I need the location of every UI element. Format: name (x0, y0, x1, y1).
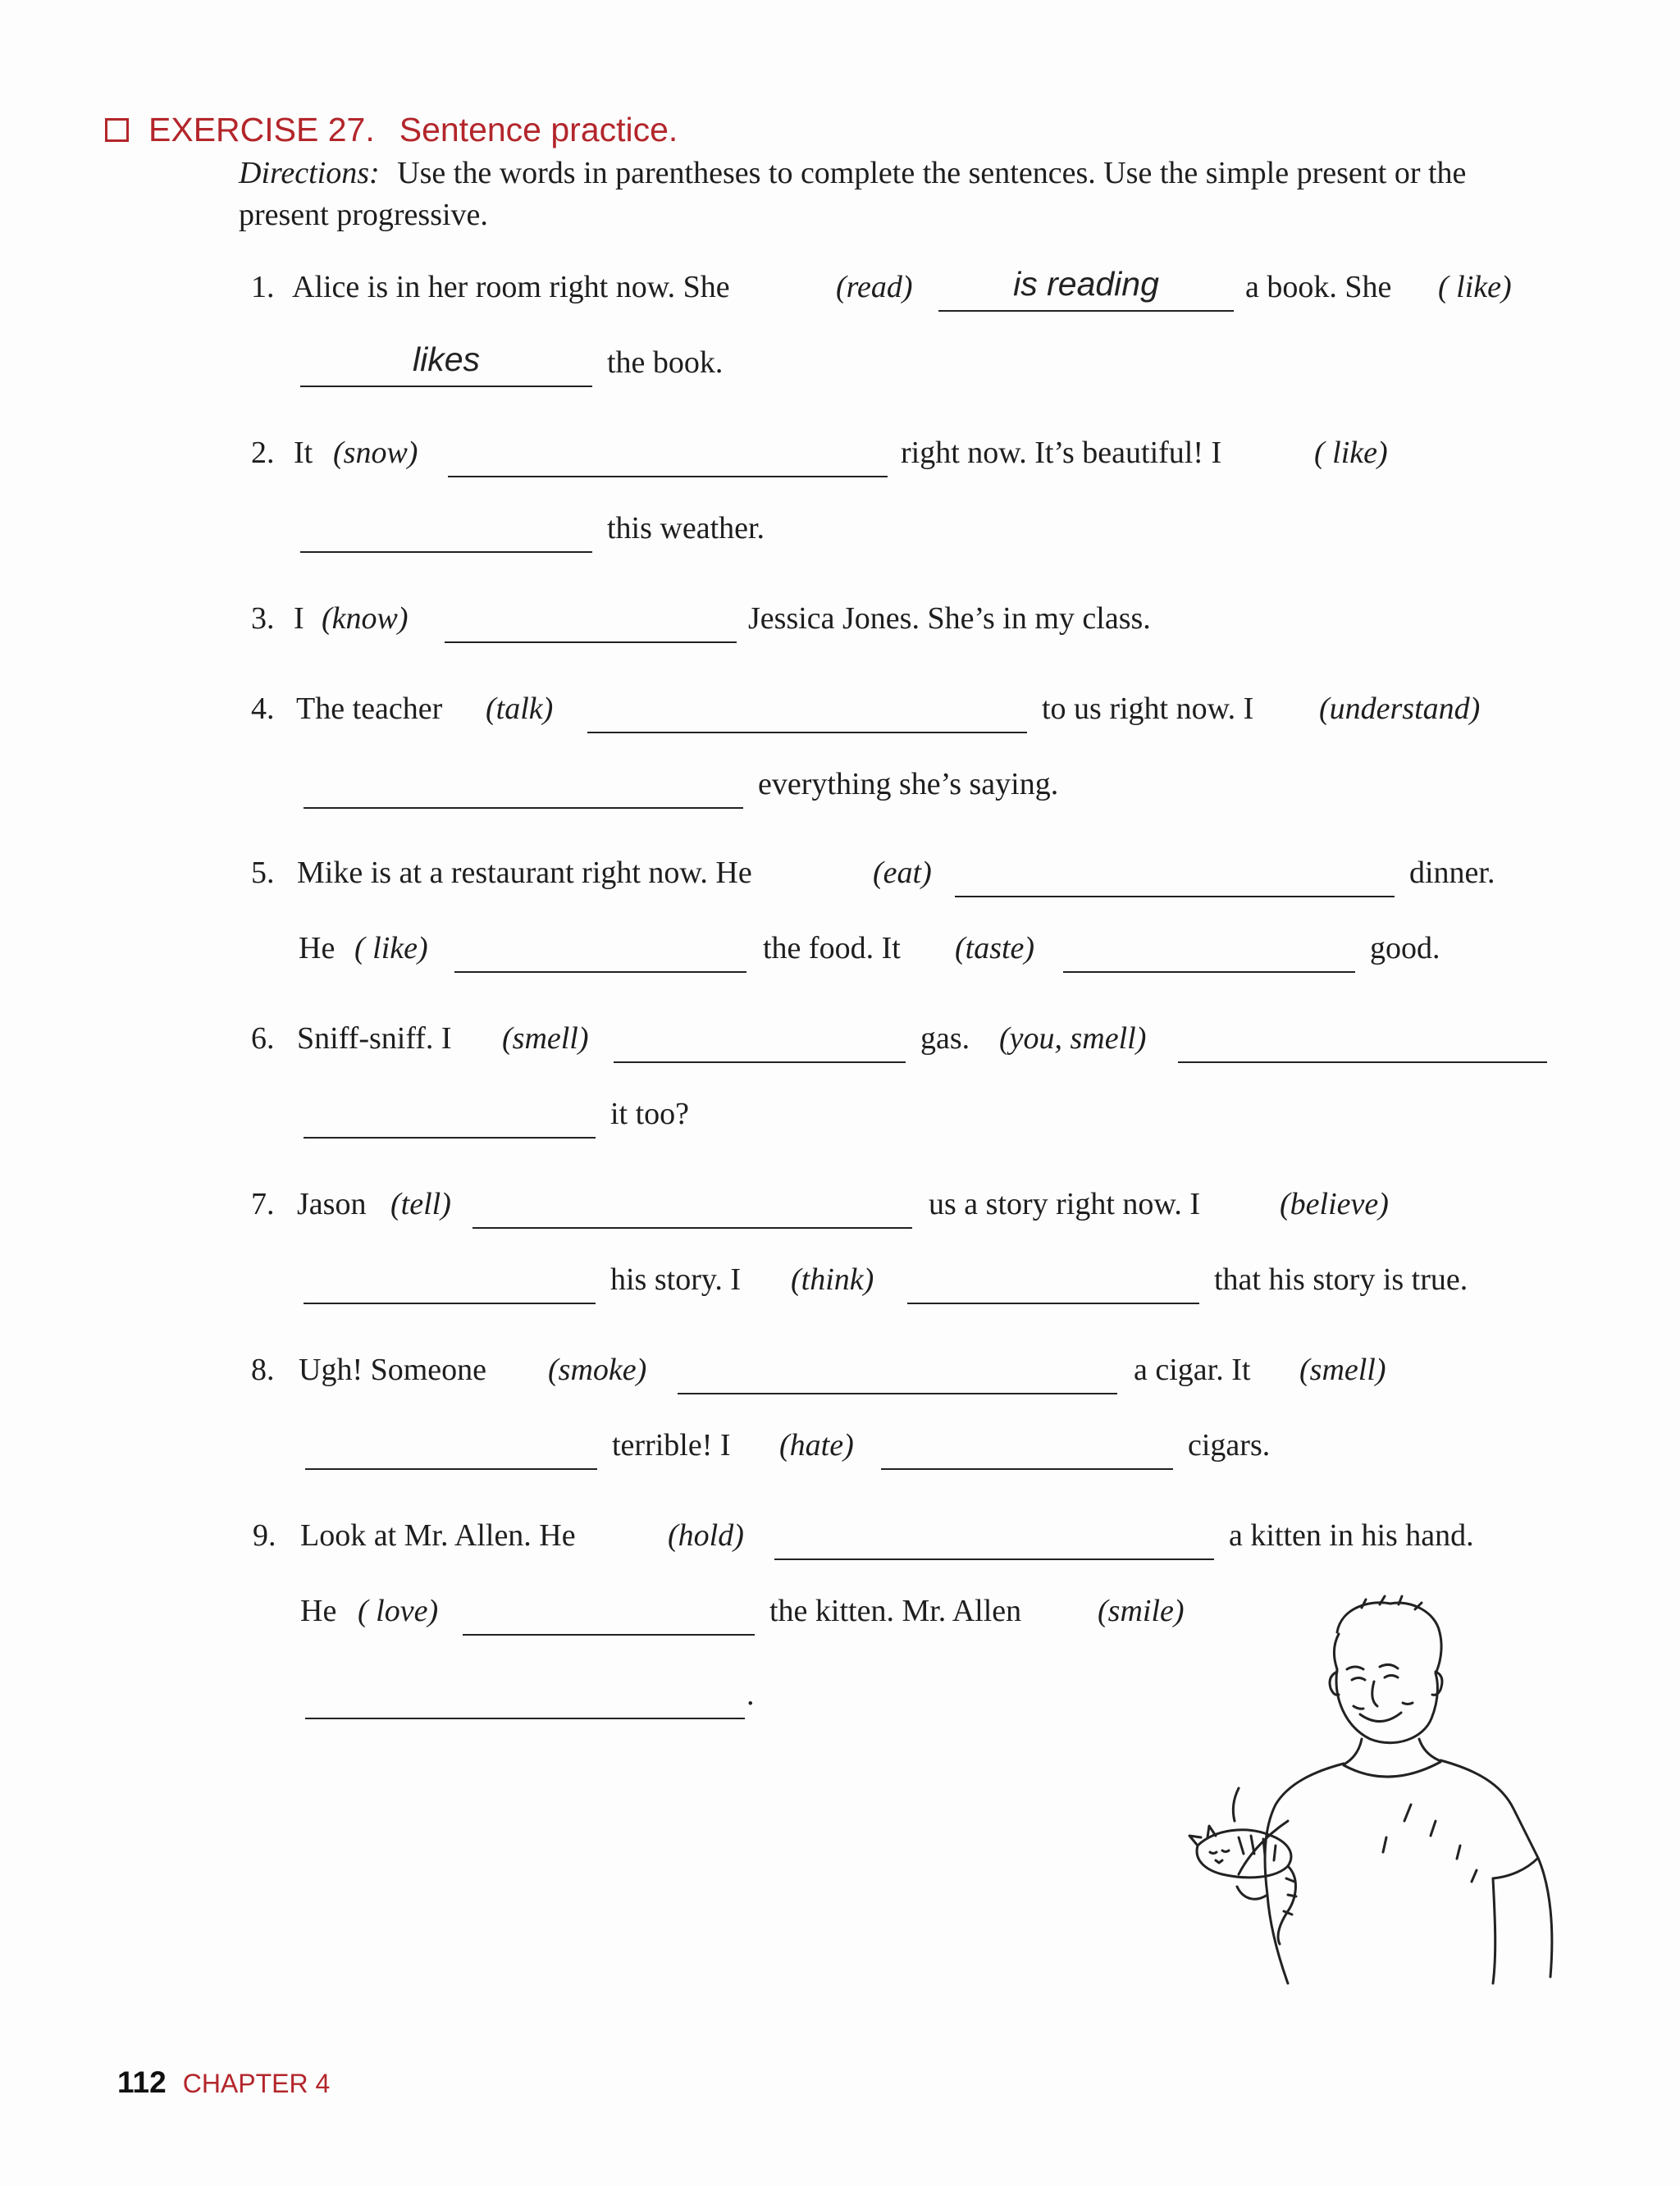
answer-blank[interactable]: is reading (938, 262, 1234, 312)
answer-blank[interactable] (587, 684, 1027, 733)
verb-hint: (think) (791, 1262, 874, 1297)
sentence-text: a cigar. It (1134, 1353, 1251, 1387)
verb-hint: (read) (836, 270, 913, 304)
sentence-text: terrible! I (612, 1428, 731, 1463)
sentence-text: Sniff-sniff. I (297, 1021, 452, 1056)
item-3-line-1 (251, 594, 1531, 643)
sentence-text: Jason (297, 1187, 367, 1221)
item-1-line-2 (300, 338, 792, 387)
sentence-text: dinner. (1409, 856, 1495, 890)
verb-hint: (eat) (873, 856, 932, 890)
answer-blank[interactable] (304, 760, 743, 809)
verb-hint: (you, smell) (999, 1021, 1147, 1056)
item-number: 2. (251, 436, 275, 470)
sentence-text: a book. She (1245, 270, 1392, 304)
sentence-text: He (299, 931, 336, 965)
sentence-text: this weather. (607, 511, 765, 545)
verb-hint: (understand) (1319, 691, 1481, 726)
sentence-text: Jessica Jones. She’s in my class. (748, 601, 1151, 636)
verb-hint: (know) (322, 601, 409, 636)
sentence-text: The teacher (296, 691, 443, 726)
item-2-line-1 (251, 428, 1531, 477)
item-8-line-2 (305, 1421, 1372, 1470)
page-footer (117, 2065, 330, 2115)
answer-blank[interactable] (955, 848, 1395, 897)
sentence-text: cigars. (1188, 1428, 1271, 1463)
item-number: 9. (253, 1518, 276, 1553)
item-6-line-2 (304, 1089, 878, 1139)
page-number: 112 (117, 2065, 167, 2099)
answer-blank[interactable] (300, 504, 592, 553)
answer-blank[interactable] (1178, 1014, 1547, 1063)
directions (239, 153, 1543, 236)
man-holding-kitten-icon (1165, 1575, 1575, 1985)
answer-blank[interactable] (463, 1586, 755, 1636)
item-number: 1. (251, 270, 275, 304)
sentence-text: I (294, 601, 304, 636)
sentence-text: that his story is true. (1214, 1262, 1468, 1297)
item-9-line-3 (305, 1670, 797, 1719)
item-number: 7. (251, 1187, 275, 1221)
exercise-number: EXERCISE 27. (148, 110, 375, 148)
verb-hint: (tell) (390, 1187, 451, 1221)
item-6-line-1 (251, 1014, 1547, 1063)
verb-hint: ( like) (1314, 436, 1388, 470)
item-7-line-1 (251, 1180, 1531, 1229)
sentence-text: to us right now. I (1042, 691, 1254, 726)
exercise-title: Sentence practice. (399, 110, 678, 148)
answer-blank[interactable] (445, 594, 737, 643)
verb-hint: ( like) (354, 931, 428, 965)
verb-hint: (taste) (955, 931, 1035, 965)
item-1-line-1 (251, 262, 1531, 312)
verb-hint: (smoke) (548, 1353, 647, 1387)
sentence-text: the food. It (763, 931, 901, 965)
verb-hint: (smile) (1098, 1594, 1185, 1628)
sentence-text: Ugh! Someone (299, 1353, 487, 1387)
answer-blank[interactable] (774, 1511, 1214, 1560)
verb-hint: (hate) (779, 1428, 854, 1463)
answer-blank[interactable] (907, 1255, 1199, 1304)
item-number: 8. (251, 1353, 275, 1387)
answer-blank[interactable] (472, 1180, 912, 1229)
answer-blank[interactable] (614, 1014, 906, 1063)
sentence-text: a kitten in his hand. (1229, 1518, 1474, 1553)
answer-blank[interactable] (305, 1670, 745, 1719)
sentence-text: it too? (610, 1097, 690, 1131)
sentence-text: Mike is at a restaurant right now. He (297, 856, 752, 890)
sentence-text: Look at Mr. Allen. He (300, 1518, 576, 1553)
exercise-checkbox[interactable] (105, 118, 129, 142)
item-number: 5. (251, 856, 275, 890)
item-4-line-1 (251, 684, 1531, 733)
sentence-text: He (300, 1594, 337, 1628)
item-8-line-1 (251, 1345, 1531, 1394)
verb-hint: (smell) (1299, 1353, 1386, 1387)
verb-hint: (hold) (668, 1518, 744, 1553)
answer-blank[interactable] (305, 1421, 597, 1470)
answer-blank[interactable] (448, 428, 888, 477)
answer-blank[interactable] (304, 1089, 596, 1139)
exercise-header (105, 105, 678, 154)
item-number: 3. (251, 601, 275, 636)
item-number: 4. (251, 691, 275, 726)
verb-hint: (snow) (333, 436, 418, 470)
verb-hint: (believe) (1280, 1187, 1389, 1221)
answer-blank[interactable] (1063, 924, 1355, 973)
answer-blank[interactable] (678, 1345, 1117, 1394)
sentence-text: right now. It’s beautiful! I (901, 436, 1222, 470)
chapter-label: CHAPTER 4 (182, 2069, 331, 2098)
item-number: 6. (251, 1021, 275, 1056)
item-2-line-2 (300, 504, 874, 553)
sentence-text: his story. I (610, 1262, 742, 1297)
item-5-line-2 (299, 924, 1447, 973)
item-9-line-2 (300, 1586, 1203, 1636)
item-5-line-1 (251, 848, 1531, 897)
sentence-text: Alice is in her room right now. She (292, 270, 730, 304)
sentence-text: the book. (607, 345, 724, 380)
verb-hint: (talk) (486, 691, 554, 726)
item-9-line-1 (253, 1511, 1532, 1560)
answer-blank[interactable] (454, 924, 746, 973)
answer-blank[interactable] (304, 1255, 596, 1304)
sentence-text: gas. (920, 1021, 970, 1056)
answer-blank[interactable]: likes (300, 338, 592, 387)
verb-hint: ( like) (1438, 270, 1512, 304)
sentence-text: . (746, 1677, 755, 1712)
sentence-text: It (294, 436, 313, 470)
answer-blank[interactable] (881, 1421, 1173, 1470)
sentence-text: the kitten. Mr. Allen (769, 1594, 1022, 1628)
sentence-text: everything she’s saying. (758, 767, 1059, 801)
item-4-line-2 (304, 760, 1206, 809)
item-7-line-2 (304, 1255, 1534, 1304)
directions-label: Directions: (239, 156, 380, 190)
sentence-text: us a story right now. I (929, 1187, 1201, 1221)
directions-text: Use the words in parentheses to complete the sentences. Use the simple present or the present progressive. (239, 156, 1467, 232)
sentence-text: good. (1370, 931, 1440, 965)
verb-hint: ( love) (358, 1594, 439, 1628)
verb-hint: (smell) (502, 1021, 589, 1056)
